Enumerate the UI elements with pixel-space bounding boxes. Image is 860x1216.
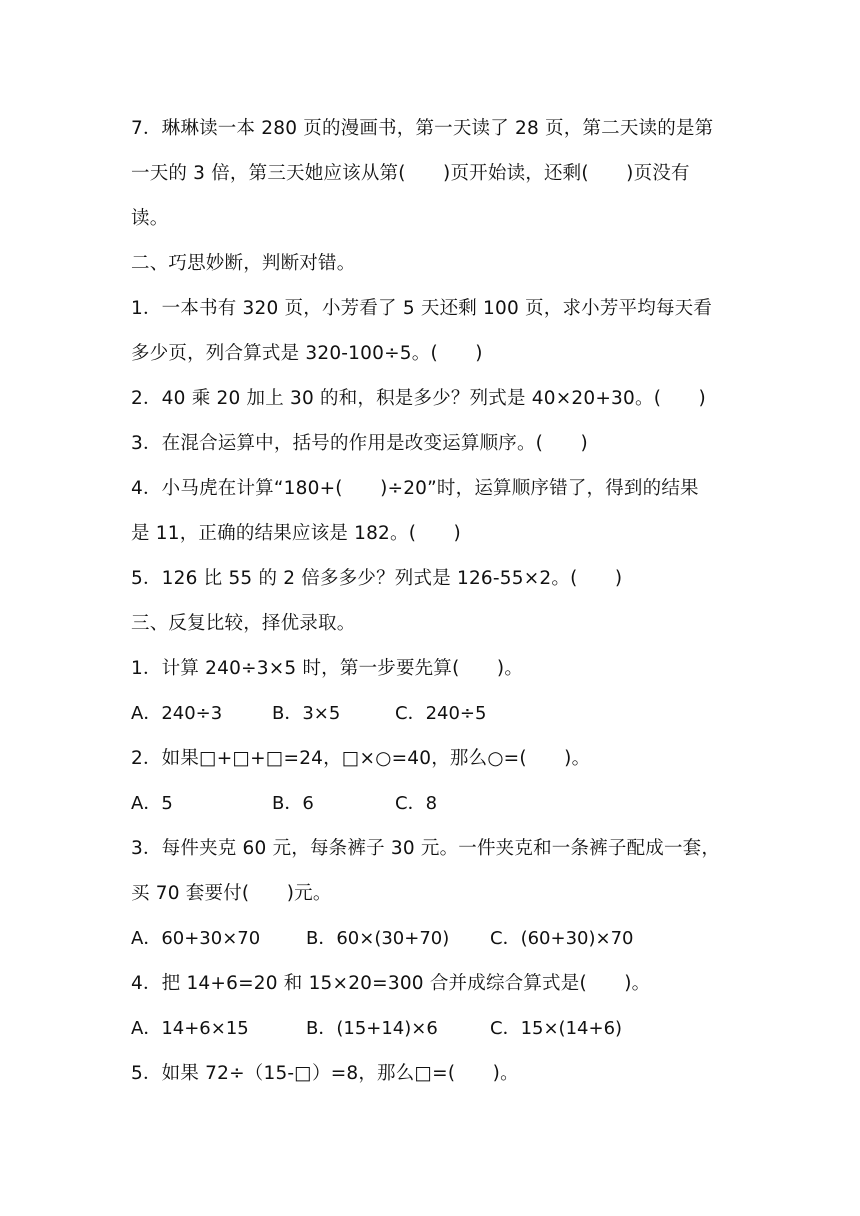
option-a: A．5: [131, 793, 173, 814]
option-b: B．6: [272, 793, 314, 814]
question-7-line-1: 7．琳琳读一本 280 页的漫画书，第一天读了 28 页，第二天读的是第: [131, 118, 714, 139]
option-b: B．3×5: [272, 703, 341, 724]
choice-question-4: 4．把 14+6=20 和 15×20=300 合并成综合算式是( )。: [131, 973, 651, 994]
option-c: C．240÷5: [395, 703, 487, 724]
judge-question-1-line-1: 1．一本书有 320 页，小芳看了 5 天还剩 100 页，求小芳平均每天看: [131, 298, 713, 319]
question-7-line-2: 一天的 3 倍，第三天她应该从第( )页开始读，还剩( )页没有: [131, 163, 690, 184]
option-c: C．15×(14+6): [490, 1018, 623, 1039]
judge-question-5: 5．126 比 55 的 2 倍多多少？列式是 126-55×2。( ): [131, 568, 623, 589]
option-a: A．240÷3: [131, 703, 223, 724]
choice-question-3-line-1: 3．每件夹克 60 元，每条裤子 30 元。一件夹克和一条裤子配成一套，: [131, 838, 721, 859]
choice-question-3-line-2: 买 70 套要付( )元。: [131, 883, 332, 904]
option-a: A．60+30×70: [131, 928, 261, 949]
choice-question-5: 5．如果 72÷（15-□）=8，那么□=( )。: [131, 1063, 519, 1084]
question-7-line-3: 读。: [131, 208, 169, 229]
judge-question-3: 3．在混合运算中，括号的作用是改变运算顺序。( ): [131, 433, 588, 454]
choice-question-1: 1．计算 240÷3×5 时，第一步要先算( )。: [131, 658, 524, 679]
choice-question-2: 2．如果□+□+□=24，□×○=40，那么○=( )。: [131, 748, 591, 769]
judge-question-1-line-2: 多少页，列合算式是 320-100÷5。( ): [131, 343, 483, 364]
judge-question-4-line-1: 4．小马虎在计算“180+( )÷20”时，运算顺序错了，得到的结果: [131, 478, 699, 499]
option-c: C．8: [395, 793, 438, 814]
section-3-heading: 三、反复比较，择优录取。: [131, 613, 356, 634]
section-2-heading: 二、巧思妙断，判断对错。: [131, 253, 356, 274]
judge-question-4-line-2: 是 11，正确的结果应该是 182。( ): [131, 523, 461, 544]
option-a: A．14+6×15: [131, 1018, 249, 1039]
option-c: C．(60+30)×70: [490, 928, 634, 949]
option-b: B．(15+14)×6: [306, 1018, 438, 1039]
judge-question-2: 2．40 乘 20 加上 30 的和，积是多少？列式是 40×20+30。( ): [131, 388, 706, 409]
option-b: B．60×(30+70): [306, 928, 450, 949]
